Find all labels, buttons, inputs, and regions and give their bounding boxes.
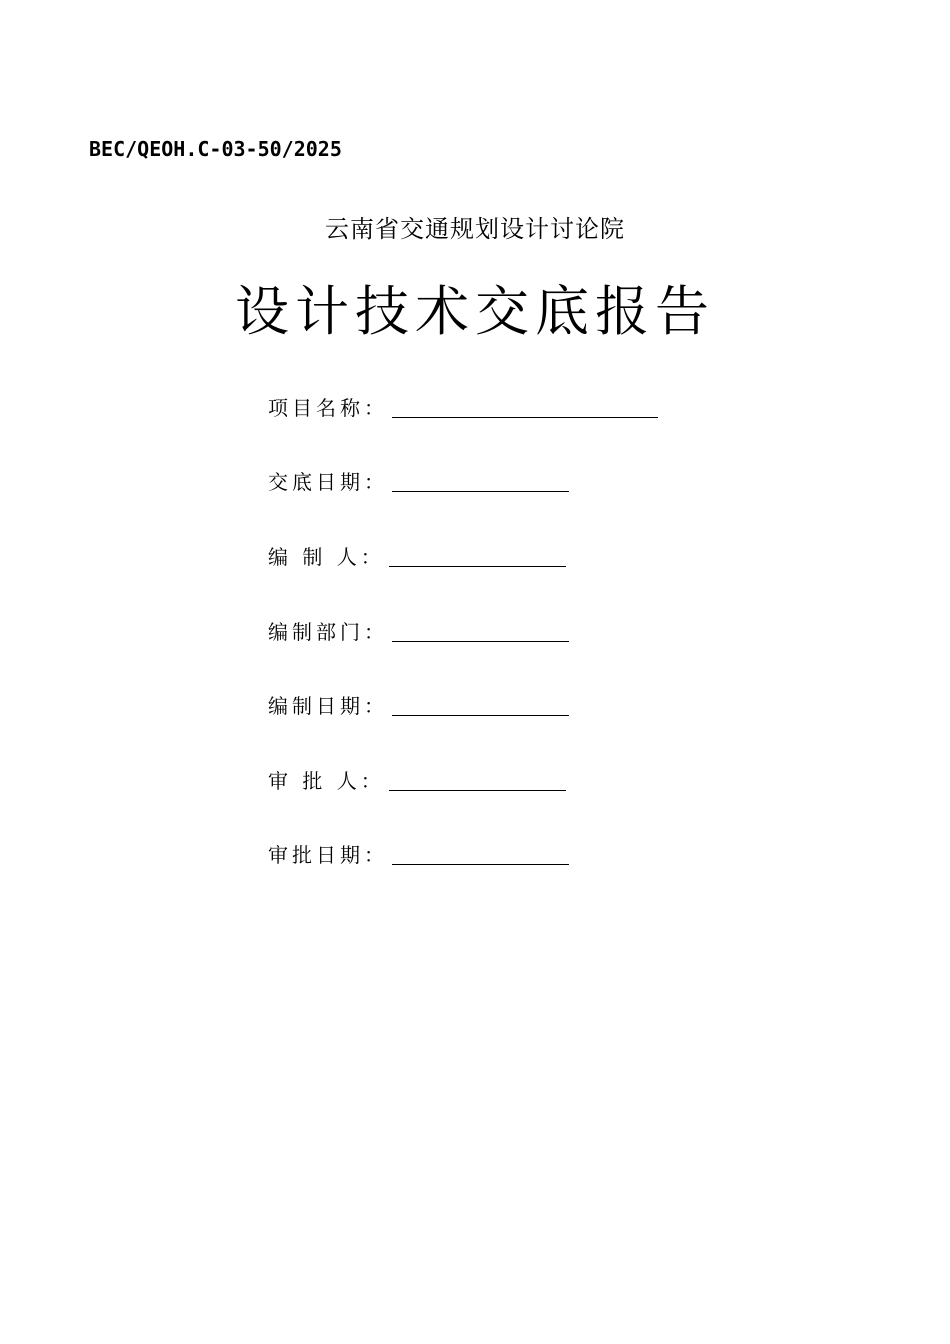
- project-name-input-line[interactable]: [392, 417, 658, 418]
- field-label: 编制日期：: [268, 694, 388, 718]
- department-input-line[interactable]: [392, 641, 569, 642]
- field-label: 审 批 人：: [268, 769, 385, 793]
- approver-input-line[interactable]: [389, 790, 566, 791]
- field-label: 项目名称：: [268, 396, 388, 420]
- field-department: [268, 614, 569, 646]
- field-approval-date: [268, 837, 569, 869]
- field-approver: [268, 763, 566, 795]
- field-compile-date: [268, 688, 569, 720]
- compiler-input-line[interactable]: [389, 566, 566, 567]
- field-label: 编制部门：: [268, 620, 388, 644]
- field-label: 交底日期：: [268, 470, 388, 494]
- field-label: 审批日期：: [268, 843, 388, 867]
- field-briefing-date: [268, 464, 569, 496]
- institute-name: 云南省交通规划设计讨论院: [325, 215, 625, 243]
- briefing-date-input-line[interactable]: [392, 491, 569, 492]
- field-label: 编 制 人：: [268, 545, 385, 569]
- report-title: 设计技术交底报告: [235, 280, 715, 343]
- field-compiler: [268, 539, 566, 571]
- approval-date-input-line[interactable]: [392, 864, 569, 865]
- field-project-name: [268, 390, 658, 422]
- document-code: BEC/QEOH.C-03-50/2025: [89, 137, 342, 161]
- compile-date-input-line[interactable]: [392, 715, 569, 716]
